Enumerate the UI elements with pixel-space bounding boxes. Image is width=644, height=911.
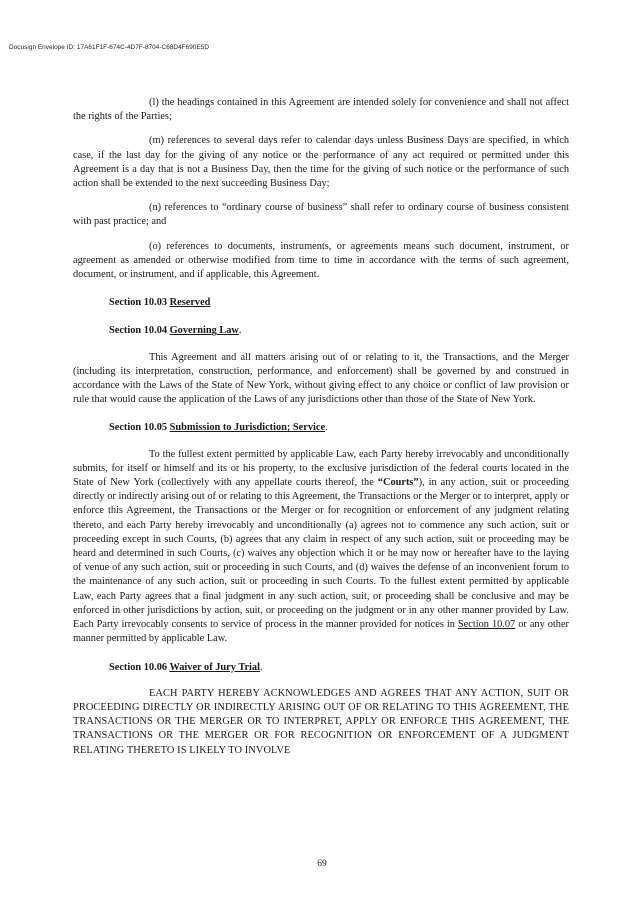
body-text: or any other manner permitted by applicable Law. — [73, 619, 569, 645]
section-number: Section 10.04 — [109, 325, 168, 337]
docusign-envelope-id: Docusign Envelope ID: 17A61F1F-674C-4D7F-8704-C68D4F690E5D — [9, 44, 210, 51]
section-10-03-heading — [73, 296, 569, 310]
clause-l: (l) the headings contained in this Agreement are intended solely for convenience and shall not affect the rights of the Parties; — [73, 97, 569, 123]
clause-n: (n) references to “ordinary course of business” shall refer to ordinary course of business consistent with past practice; and — [73, 202, 569, 228]
section-title: Submission to Jurisdiction; Service — [169, 422, 326, 434]
page-number: 69 — [317, 859, 327, 869]
section-10-04-body: This Agreement and all matters arising out of or relating to it, the Transactions, and the Merger (including its interpretation, construction, performance, and enforcement) shall be governed by and construed in accordance with the Laws of the State of New York, without giving effect to any choice or conflict of law provision or rule that would cause the application of the Laws of any jurisdictions other than those of the State of New York. — [73, 351, 569, 406]
section-title: Governing Law — [169, 325, 239, 337]
section-10-06-heading: Section 10.06 Waiver of Jury Trial. — [109, 661, 263, 673]
section-title: Reserved — [169, 297, 211, 309]
section-number: Section 10.06 — [109, 661, 168, 673]
section-10-05-body — [73, 448, 569, 647]
section-title: Waiver of Jury Trial — [169, 661, 260, 673]
cross-reference-link[interactable]: Section 10.07 — [457, 619, 516, 631]
courts-defined-term: “Courts” — [377, 477, 419, 489]
section-number: Section 10.03 — [109, 297, 168, 309]
body-text: To the fullest extent permitted by applicable Law, each Party hereby irrevocably and unconditionally submits, for itself or himself and its or his property, to the exclusive jurisdiction of the federal courts located in the State of New York (collectively with any appellate courts thereof, the — [73, 448, 569, 489]
section-10-05-heading: Section 10.05 Submission to Jurisdiction; Service. — [109, 422, 328, 434]
clause-m: (m) references to several days refer to calendar days unless Business Days are specified, in which case, if the last day for the giving of any notice or the performance of any act required or permitted under this Agreement is a day that is not a Business Day, then the time for the giving of such notice or the performance of such action shall be extended to the next succeeding Business Day; — [73, 135, 569, 190]
section-10-06-body: EACH PARTY HEREBY ACKNOWLEDGES AND AGREES THAT ANY ACTION, SUIT OR PROCEEDING DIRECTLY OR INDIRECTLY ARISING OUT OF OR RELATING TO THIS AGREEMENT, THE TRANSACTIONS OR THE MERGER OR TO INTERPRET, APPLY OR ENFORCE THIS AGREEMENT, THE TRANSACTIONS OR THE MERGER OR FOR RECOGNITION OR ENFORCEMENT OF A JUDGMENT RELATING THERETO IS LIKELY TO INVOLVE — [73, 687, 569, 756]
document-body — [73, 96, 569, 758]
section-10-04-heading: Section 10.04 Governing Law. — [109, 325, 242, 337]
body-text: ), in any action, suit or proceeding directly or indirectly arising out of or relating to this Agreement, the Transactions or the Merger or to interpret, apply or enforce this Agreement, the Transactions or the Merger or for recognition or enforcement of any judgment relating thereto, and each Party hereby irrevocably and unconditionally (a) agrees not to commence any such action, suit or proceeding except in such Courts, (b) agrees that any claim in respect of any such action, suit or proceeding may be heard and determined in such Courts, (c) waives any objection which it or he may now or hereafter have to the laying of venue of any such action, suit or proceeding in such Courts, and (d) waives the defense of an inconvenient forum to the maintenance of any such action, suit or proceeding in such Courts. To the fullest extent permitted by applicable Law, each Party agrees that a final judgment in any such action, suit, or proceeding shall be conclusive and may be enforced in other jurisdictions by action, suit, or proceeding on the judgment or in any other manner provided by Law. Each Party irrevocably consents to service of process in the manner provided for notices in — [73, 477, 569, 631]
clause-o: (o) references to documents, instruments, or agreements means such document, instrument, or agreement as amended or otherwise modified from time to time in accordance with the terms of such agreement, document, or instrument, and if applicable, this Agreement. — [73, 240, 569, 281]
section-number: Section 10.05 — [109, 422, 168, 434]
